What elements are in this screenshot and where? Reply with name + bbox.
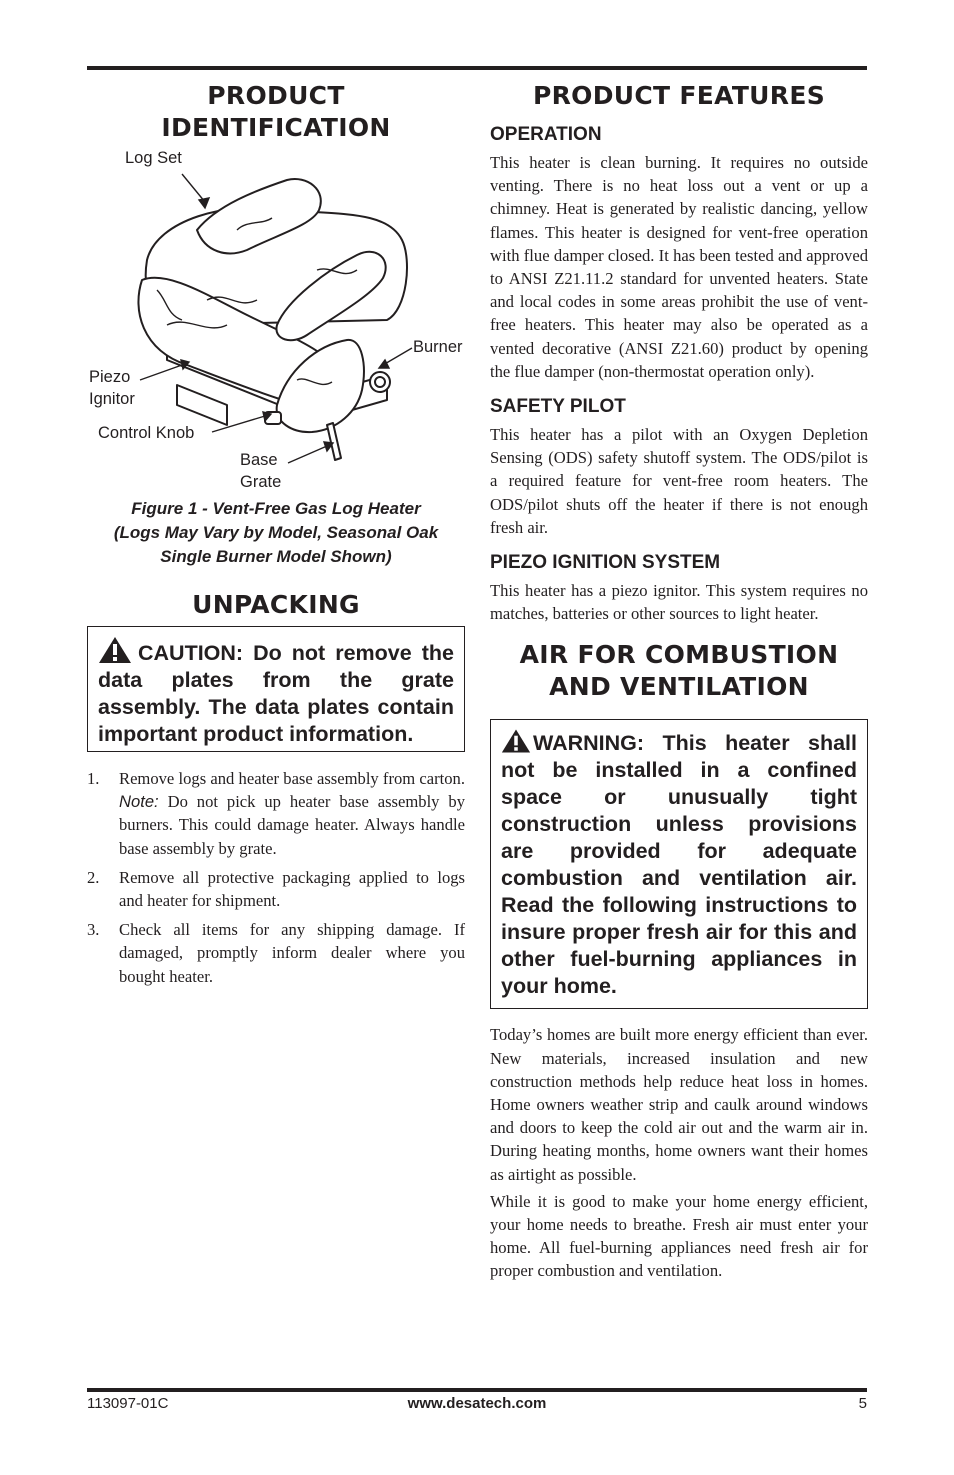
label-piezo-line-1: Piezo — [89, 368, 131, 386]
list-item — [87, 918, 465, 988]
label-burner: Burner — [413, 338, 463, 356]
unpacking-title: UNPACKING — [192, 590, 360, 619]
title-line-1: PRODUCT — [207, 81, 345, 110]
step-text: Remove all protective packaging applied to logs and heater for shipment. — [119, 867, 465, 911]
step-number: 2. — [87, 867, 100, 887]
product-identification-title — [87, 80, 465, 144]
air-title-line-1: AIR FOR COMBUSTION — [519, 640, 839, 670]
energy-paragraph-2: While it is good to make your home energy efficient, your home needs to breathe. Fresh air must enter your home. All fuel-burning appliances need fresh air for proper combustion and ventilation. — [490, 1191, 868, 1281]
step-text: Check all items for any shipping damage. If damaged, promptly inform dealer where you bought heater. — [119, 920, 465, 986]
label-control-knob: Control Knob — [98, 424, 195, 442]
caution-box — [87, 626, 465, 752]
warning-triangle-icon — [501, 728, 531, 754]
doc-number: 113097-01C — [87, 1395, 169, 1412]
energy-paragraph-1: Today’s homes are built more energy efficient than ever. New materials, increased insulation and new construction methods help reduce heat loss in homes. Home owners weather strip and caulk around windows and doors to keep the cold air out and the warm air in. During heating months, home owners want their homes as airtight as possible. — [490, 1025, 868, 1184]
warning-text: WARNING: This heater shall not be installed in a confined space or unusually tight construction unless provisions are provided for adequate combustion and ventilation air. Read the following instructions to insure proper fresh air for this and other fuel-burning appliances in your home. — [501, 731, 857, 999]
label-piezo-line-2: Ignitor — [89, 390, 135, 408]
piezo-ignition-heading: PIEZO IGNITION SYSTEM — [490, 552, 721, 574]
step-number: 1. — [87, 769, 100, 788]
caution-text: CAUTION: Do not remove the data plates from the grate assembly. The data plates contain important product information. — [98, 641, 454, 746]
figure-caption — [87, 497, 465, 569]
label-base-grate — [240, 449, 281, 493]
heater-figure — [87, 150, 465, 495]
warning-box — [490, 719, 868, 1009]
caption-line-1: Figure 1 - Vent-Free Gas Log Heater — [131, 499, 421, 518]
label-log-set: Log Set — [125, 149, 182, 167]
step-note-text: Do not pick up heater base assembly by burners. This could damage heater. Always handle base assembly by grate. — [119, 792, 465, 858]
left-column — [87, 80, 465, 986]
caption-line-2: (Logs May Vary by Model, Seasonal Oak — [113, 523, 439, 542]
product-features-title: PRODUCT FEATURES — [532, 81, 826, 110]
label-base-line-1: Base — [240, 451, 278, 469]
label-piezo-ignitor — [89, 366, 135, 410]
right-column — [490, 80, 868, 1283]
page-number: 5 — [858, 1395, 867, 1412]
step-text: Remove logs and heater base assembly from carton. — [119, 769, 465, 788]
label-base-line-2: Grate — [240, 473, 282, 491]
unpacking-steps — [87, 767, 465, 994]
piezo-ignition-text: This heater has a piezo ignitor. This system requires no matches, batteries or other sources to light heater. — [490, 581, 868, 624]
warning-triangle-icon — [98, 636, 132, 664]
top-rule — [87, 66, 867, 70]
list-item — [87, 767, 465, 860]
caption-line-3: Single Burner Model Shown) — [160, 547, 392, 566]
safety-pilot-heading: SAFETY PILOT — [490, 396, 626, 418]
operation-text: This heater is clean burning. It requires no outside venting. There is no heat loss out a vent or up a chimney. Heat is generated by realistic dancing, yellow flames. This heater is designed for vent-free operation with flue damper closed. It has been tested and approved to ANSI Z21.11.2 standard for unvented heaters. State and local codes in some areas prohibit the use of vent-free heaters. This heater may also be operated as a vented decorative (ANSI Z21.60) product by opening the flue damper (non-thermostat operation only). — [490, 153, 868, 381]
step-number: 3. — [87, 920, 100, 940]
website-link[interactable]: www.desatech.com — [407, 1395, 547, 1412]
list-item — [87, 866, 465, 912]
safety-pilot-text: This heater has a pilot with an Oxygen Depletion Sensing (ODS) safety shutoff system. The ODS/pilot is a required feature for vent-free room heaters. The ODS/pilot shuts off the heater if there is not enough fresh air. — [490, 425, 868, 537]
operation-heading: OPERATION — [490, 124, 602, 145]
step-note-label: Note: — [119, 792, 159, 812]
title-line-2: IDENTIFICATION — [161, 113, 391, 142]
air-combustion-title — [490, 639, 868, 703]
bottom-rule — [87, 1388, 867, 1392]
air-title-line-2: AND VENTILATION — [549, 672, 809, 702]
